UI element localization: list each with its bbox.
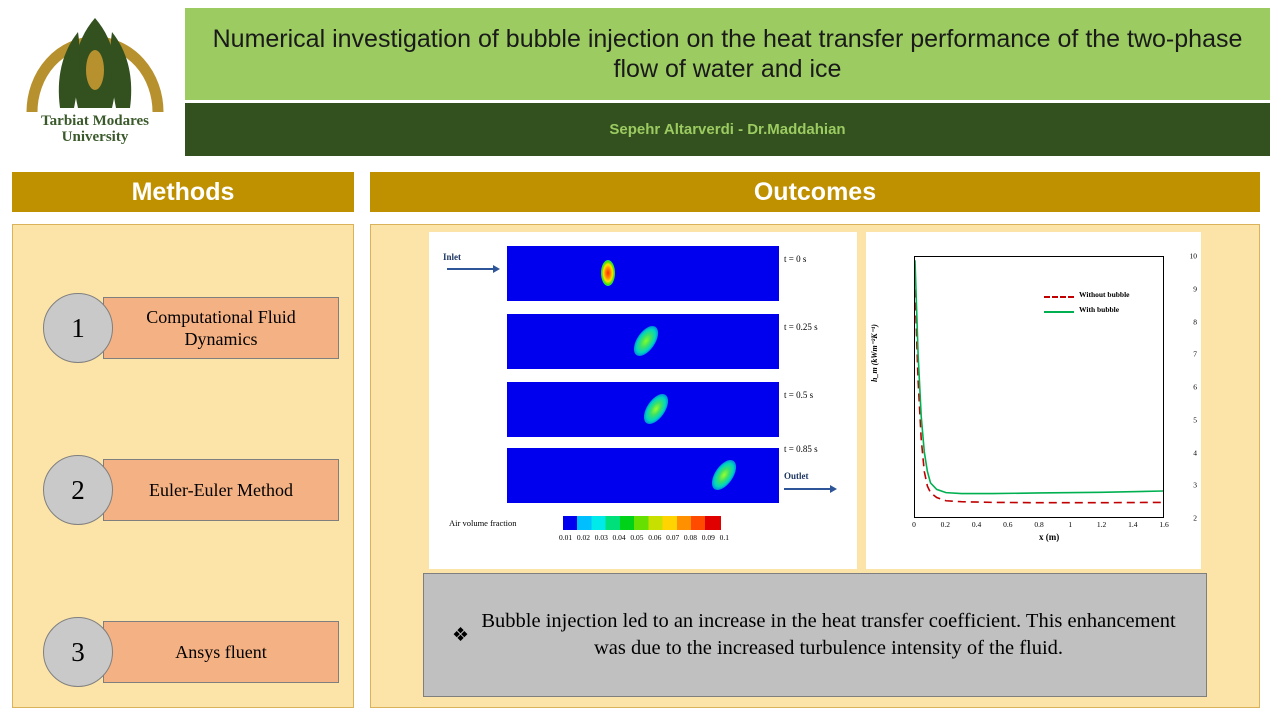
title-bar xyxy=(185,8,1270,100)
contour-figure xyxy=(429,232,857,569)
colorbar-tick: 0.01 xyxy=(559,533,573,542)
colorbar-tick: 0.08 xyxy=(683,533,698,542)
colorbar xyxy=(563,516,721,530)
bubble-blob xyxy=(601,260,615,286)
chart-x-axis-label: x (m) xyxy=(1039,532,1060,542)
conclusion-box xyxy=(423,573,1207,697)
colorbar-tick: 0.05 xyxy=(630,533,644,542)
colorbar-tick: 0.06 xyxy=(648,533,662,542)
inlet-arrow-head-icon xyxy=(493,265,500,273)
page-title: Numerical investigation of bubble injection on the heat transfer performance of the two-phase flow of water and ice xyxy=(212,24,1243,83)
outcomes-panel xyxy=(370,224,1260,708)
logo-text xyxy=(41,114,149,146)
bubble-blob xyxy=(707,456,741,494)
chart-x-tick: 1.2 xyxy=(1096,520,1107,529)
chart-y-tick: 10 xyxy=(1189,251,1197,261)
tarbiat-modares-logo-icon xyxy=(20,8,170,118)
section-header-outcomes: Outcomes xyxy=(370,172,1260,212)
logo-block xyxy=(10,8,180,158)
chart-x-tick: 0.6 xyxy=(1003,520,1013,529)
colorbar-tick: 0.09 xyxy=(701,533,715,542)
chart-x-tick: 0 xyxy=(912,520,916,529)
method-label: Euler-Euler Method xyxy=(103,459,339,521)
outlet-arrow-icon xyxy=(784,488,832,490)
inlet-arrow-icon xyxy=(447,268,495,270)
chart-y-tick: 2 xyxy=(1193,513,1197,523)
chart-y-axis-label: h_m (kWm⁻²K⁻¹) xyxy=(870,324,879,382)
contour-band xyxy=(507,246,779,301)
chart-y-tick: 4 xyxy=(1193,448,1197,457)
colorbar-tick: 0.02 xyxy=(576,533,590,542)
chart-y-tick: 7 xyxy=(1193,349,1197,359)
method-label: Computational Fluid Dynamics xyxy=(103,297,339,359)
bubble-blob xyxy=(639,390,673,428)
method-number: 1 xyxy=(43,293,113,363)
chart-x-tick: 1 xyxy=(1068,520,1073,529)
legend-swatch-without-bubble xyxy=(1044,296,1074,298)
method-number: 3 xyxy=(43,617,113,687)
chart-y-tick: 3 xyxy=(1193,480,1197,490)
time-label: t = 0 s xyxy=(784,254,807,264)
methods-panel xyxy=(12,224,354,708)
chart-x-tick: 1.6 xyxy=(1159,520,1169,529)
method-number: 2 xyxy=(43,455,113,525)
chart-series-line xyxy=(915,290,1163,503)
method-item xyxy=(43,297,339,359)
heat-transfer-chart xyxy=(866,232,1201,569)
poster-header xyxy=(0,0,1280,160)
conclusion-text: Bubble injection led to an increase in the heat transfer coefficient. This enhancement was due to the increased turbulence intensity of the fluid. xyxy=(481,609,1176,659)
chart-x-tick: 0.4 xyxy=(971,520,982,529)
outlet-label: Outlet xyxy=(784,471,809,481)
chart-y-tick: 8 xyxy=(1193,317,1197,326)
colorbar-tick: 0.1 xyxy=(719,533,729,542)
chart-x-tick: 0.2 xyxy=(940,520,950,529)
colorbar-tick: 0.07 xyxy=(666,533,680,542)
logo-line-1: Tarbiat Modares xyxy=(41,113,149,129)
bullet-icon: ❖ xyxy=(452,624,470,646)
method-item xyxy=(43,459,339,521)
contour-band xyxy=(507,382,779,437)
figures-row xyxy=(429,232,1201,569)
legend-swatch-with-bubble xyxy=(1044,311,1074,313)
legend-caption: Air volume fraction xyxy=(449,518,517,528)
chart-y-tick: 5 xyxy=(1193,415,1197,425)
method-label: Ansys fluent xyxy=(103,621,339,683)
time-label: t = 0.85 s xyxy=(784,444,818,454)
author-bar xyxy=(185,103,1270,156)
contour-band xyxy=(507,314,779,369)
colorbar-ticks xyxy=(559,533,729,542)
chart-y-tick: 9 xyxy=(1193,284,1197,294)
chart-y-tick: 6 xyxy=(1193,382,1197,392)
logo-line-2: University xyxy=(61,128,129,145)
colorbar-tick: 0.03 xyxy=(594,533,608,542)
chart-x-tick: 0.8 xyxy=(1034,520,1044,529)
legend-label-with-bubble: With bubble xyxy=(1079,305,1120,314)
time-label: t = 0.25 s xyxy=(784,322,818,332)
section-header-methods: Methods xyxy=(12,172,354,212)
authors: Sepehr Altarverdi - Dr.Maddahian xyxy=(609,121,846,138)
outlet-arrow-head-icon xyxy=(830,485,837,493)
time-label: t = 0.5 s xyxy=(784,390,814,400)
legend-label-without-bubble: Without bubble xyxy=(1079,290,1130,299)
chart-x-tick: 1.4 xyxy=(1128,520,1138,529)
bubble-blob xyxy=(629,322,663,360)
inlet-label: Inlet xyxy=(443,252,461,262)
method-item xyxy=(43,621,339,683)
contour-band xyxy=(507,448,779,503)
colorbar-tick: 0.04 xyxy=(612,533,626,542)
